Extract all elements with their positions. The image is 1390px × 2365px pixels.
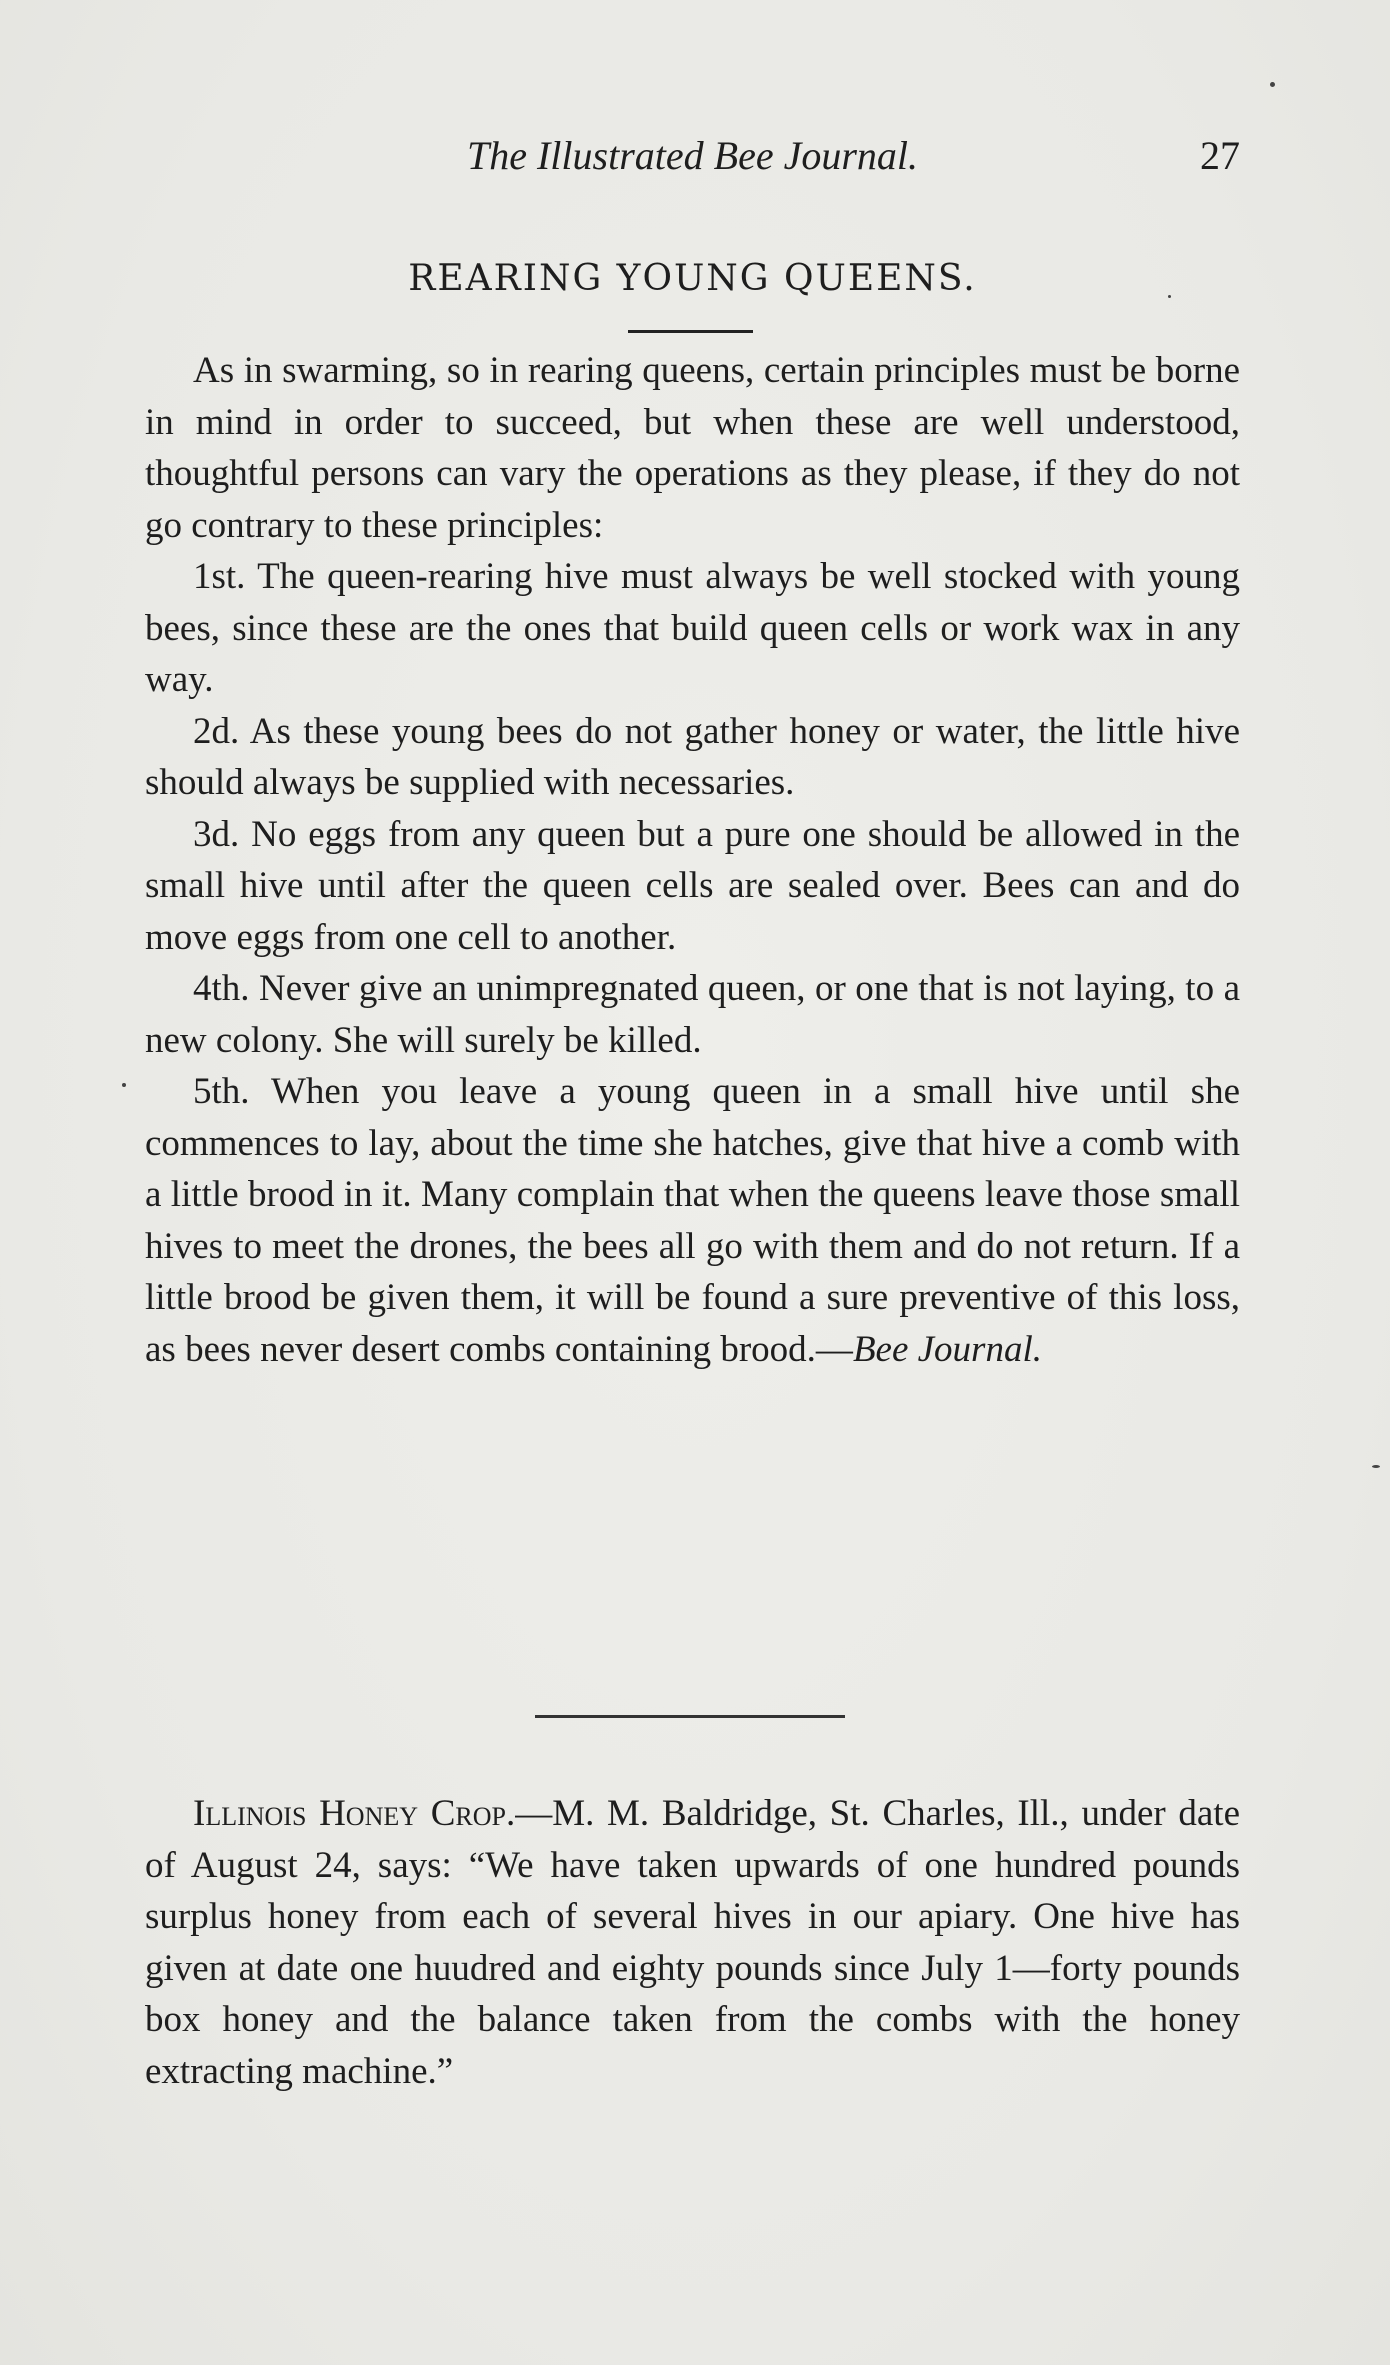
paper-speck [1270,82,1275,87]
note-paragraph [145,1788,1240,2097]
point-4-paragraph: 4th. Never give an unimpregnated queen, or one that is not laying, to a new colony. She will surely be killed. [145,968,1240,1061]
article-body [145,345,1240,1375]
note-text: —M. M. Baldridge, St. Charles, Ill., under date of August 24, says: “We have taken upwards of one hundred pounds surplus honey from each of several hives in our apiary. One hive has given at date one huudred and eighty pounds since July 1—forty pounds box honey and the balance taken from the combs with the honey extracting machine.” [145,1793,1240,2092]
source-citation: Bee Journal. [852,1328,1042,1370]
point-5-text: 5th. When you leave a young queen in a small hive until she commences to lay, about the time she hatches, give that hive a comb with a little brood in it. Many complain that when the queens leave those small hives to meet the drones, the bees all go with them and do not return. If a little brood be given them, it will be found a sure preventive of this loss, as bees never desert combs containing brood.— [145,1071,1240,1370]
point-5-paragraph [145,1066,1240,1375]
paper-speck [122,1083,126,1087]
title-rule [628,330,753,333]
intro-paragraph: As in swarming, so in rearing queens, certain principles must be borne in mind in order to succeed, but when these are well understood, thoughtful persons can vary the operations as they please, if they do not go contrary to these principles: [145,350,1240,546]
section-divider [535,1715,845,1718]
paper-speck [1168,295,1171,298]
point-3-paragraph: 3d. No eggs from any queen but a pure one should be allowed in the small hive until after the queen cells are sealed over. Bees can and do move eggs from one cell to another. [145,813,1240,958]
point-2-paragraph: 2d. As these young bees do not gather honey or water, the little hive should always be supplied with necessaries. [145,710,1240,803]
page-number: 27 [1200,133,1240,178]
note-heading: Illinois Honey Crop. [193,1793,516,1834]
article-title: REARING YOUNG QUEENS. [408,258,977,299]
paper-speck [1372,1465,1380,1468]
honey-crop-note [145,1788,1240,2097]
running-head [145,132,1240,192]
point-1-paragraph: 1st. The queen-rearing hive must always be well stocked with young bees, since these are the ones that build queen cells or work wax in any way. [145,556,1240,700]
running-title: The Illustrated Bee Journal. [466,133,919,178]
